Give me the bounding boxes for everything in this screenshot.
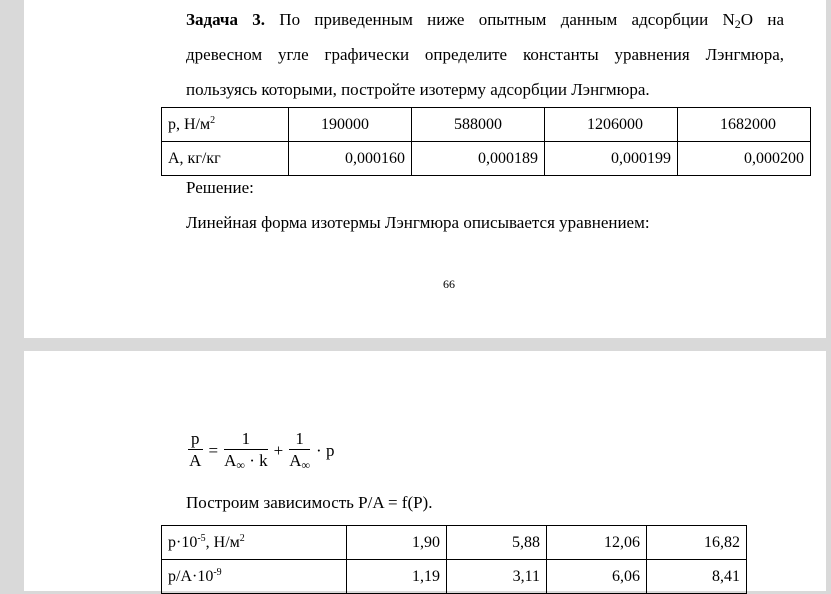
document-page-1 — [24, 0, 826, 338]
task-title: Задача 3. — [186, 10, 266, 29]
table-cell: 0,000189 — [412, 142, 545, 176]
formula-fraction-2: $\frac{1}{A_\infty}$ — [289, 429, 311, 472]
solution-label: Решение: — [186, 178, 254, 197]
table-cell: 0,000200 — [678, 142, 811, 176]
table-cell: $р/А\cdot 10^{-9}$ — [162, 560, 347, 594]
table-row — [162, 526, 747, 560]
task-text-end: O на — [740, 10, 784, 29]
langmuir-formula — [188, 429, 334, 472]
table-cell: 190000 — [289, 108, 412, 142]
table-cell: 1206000 — [545, 108, 678, 142]
page-number: 66 — [443, 277, 455, 291]
table-cell: 0,000160 — [289, 142, 412, 176]
document-page-2 — [24, 351, 826, 591]
table-cell: 6,06 — [547, 560, 647, 594]
table-row — [162, 560, 747, 594]
task-line-2: древесном угле графически определите константы уравнения Лэнгмюра, — [186, 45, 784, 64]
table-row — [162, 142, 811, 176]
subscript: 2 — [734, 17, 741, 31]
linear-form-text: Линейная форма изотермы Лэнгмюра описывается уравнением: — [186, 213, 650, 232]
table-row — [162, 108, 811, 142]
table-cell: 8,41 — [647, 560, 747, 594]
data-table-1 — [161, 107, 811, 176]
table-cell: 3,11 — [447, 560, 547, 594]
formula-tail: · p — [316, 440, 335, 460]
formula-fraction-lhs: $\frac{p}{A}$ — [189, 429, 202, 470]
task-text: По приведенным ниже опытным данным адсорбции N — [279, 10, 735, 29]
table-cell: 1,19 — [347, 560, 447, 594]
plot-text: Построим зависимость P/A = f(P). — [186, 493, 433, 512]
formula-fraction-1: $\frac{1}{A_\infty \cdot k}$ — [224, 429, 268, 472]
table-cell: А, кг/кг — [162, 142, 289, 176]
table-cell: 0,000199 — [545, 142, 678, 176]
task-line-1 — [186, 10, 784, 30]
table-cell: $р\cdot 10^{-5}$, $Н/м^2$ — [162, 526, 347, 560]
formula-equals: = — [208, 440, 219, 460]
table-cell: 5,88 — [447, 526, 547, 560]
formula-plus: + — [273, 440, 284, 460]
data-table-2 — [161, 525, 747, 594]
table-cell: 1,90 — [347, 526, 447, 560]
table-cell: 12,06 — [547, 526, 647, 560]
task-line-3: пользуясь которыми, постройте изотерму адсорбции Лэнгмюра. — [186, 80, 650, 99]
table-cell: 16,82 — [647, 526, 747, 560]
table-cell: 588000 — [412, 108, 545, 142]
table-cell: р, $Н/м^2$ — [162, 108, 289, 142]
table-cell: 1682000 — [678, 108, 811, 142]
